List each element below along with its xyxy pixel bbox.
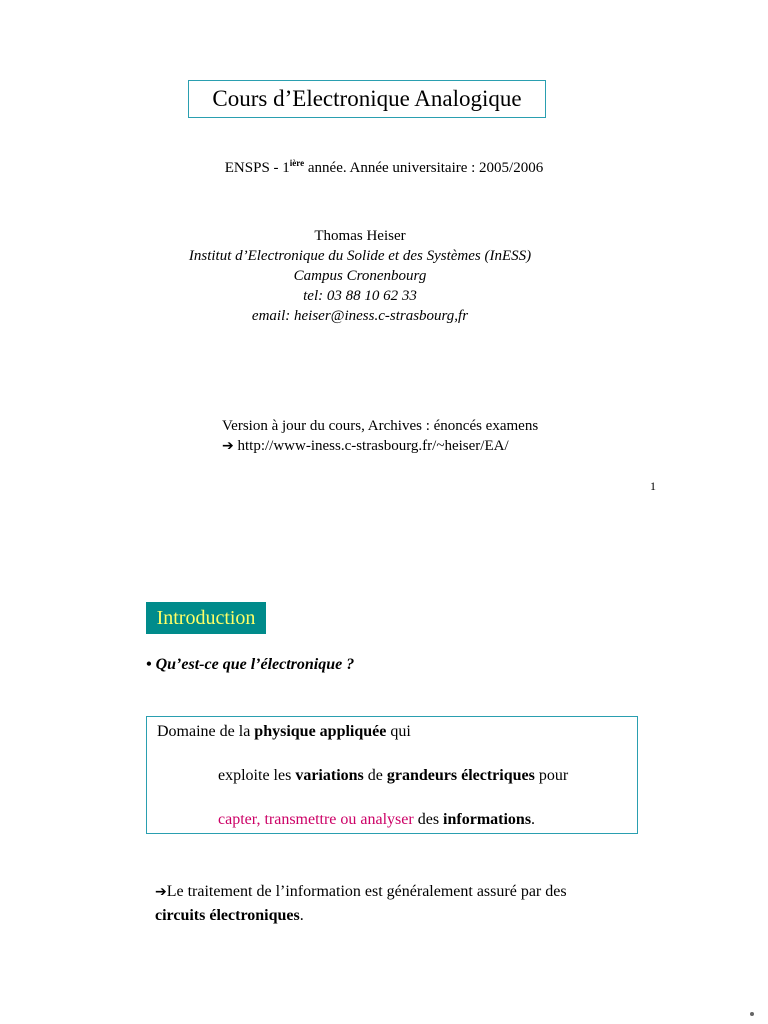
author-name: Thomas Heiser: [314, 228, 406, 244]
section-heading: Introduction: [146, 602, 266, 634]
version-block: [222, 416, 538, 456]
definition-box: [146, 716, 638, 834]
definition-text: Domaine de la: [157, 723, 255, 740]
definition-bold-term: grandeurs électriques: [386, 767, 535, 784]
definition-bold-term: informations: [443, 811, 532, 828]
course-url-link[interactable]: http://www-iness.c-strasbourg.fr/~heiser/EA/: [233, 438, 509, 454]
definition-bold-term: physique appliquée: [254, 723, 387, 740]
conclusion-text: .: [299, 907, 304, 924]
author-campus: Campus Cronenbourg: [293, 268, 427, 284]
definition-bold-term: variations: [295, 767, 364, 784]
definition-text: pour: [534, 767, 569, 784]
subtitle-suffix: année. Année universitaire : 2005/2006: [304, 160, 544, 176]
version-text: Version à jour du cours, Archives : énoncés examens: [222, 418, 539, 434]
course-subtitle: [0, 160, 768, 177]
definition-text: exploite les: [218, 767, 296, 784]
conclusion-paragraph: [155, 880, 567, 927]
subtitle-prefix: ENSPS - 1: [224, 160, 290, 176]
definition-text: de: [363, 767, 387, 784]
definition-line-3: [218, 811, 535, 829]
conclusion-text: Le traitement de l’information est généralement assuré par des: [166, 883, 567, 900]
definition-text: qui: [386, 723, 411, 740]
question-bullet: • Qu’est-ce que l’électronique ?: [146, 656, 355, 673]
conclusion-bold-term: circuits électroniques: [155, 907, 300, 924]
conclusion-line-2: [155, 904, 567, 927]
author-email[interactable]: email: heiser@iness.c-strasbourg,fr: [251, 308, 469, 324]
conclusion-line-1: [155, 880, 567, 904]
definition-line-1: [157, 723, 411, 741]
definition-highlight: capter, transmettre ou analyser: [218, 811, 414, 828]
course-title: Cours d’Electronique Analogique: [188, 80, 546, 118]
author-block: [0, 226, 720, 326]
subtitle-superscript: ière: [289, 158, 305, 168]
author-institute: Institut d’Electronique du Solide et des Systèmes (InESS): [188, 248, 532, 264]
definition-line-2: [218, 767, 568, 785]
arrow-right-icon: ➔: [155, 884, 167, 900]
page-corner-dot: [750, 1012, 754, 1016]
arrow-right-icon: ➔: [222, 438, 234, 454]
page-number: 1: [650, 479, 656, 493]
definition-text: .: [531, 811, 536, 828]
author-phone: tel: 03 88 10 62 33: [303, 288, 417, 304]
version-link-row: [222, 436, 538, 456]
definition-text: des: [413, 811, 444, 828]
